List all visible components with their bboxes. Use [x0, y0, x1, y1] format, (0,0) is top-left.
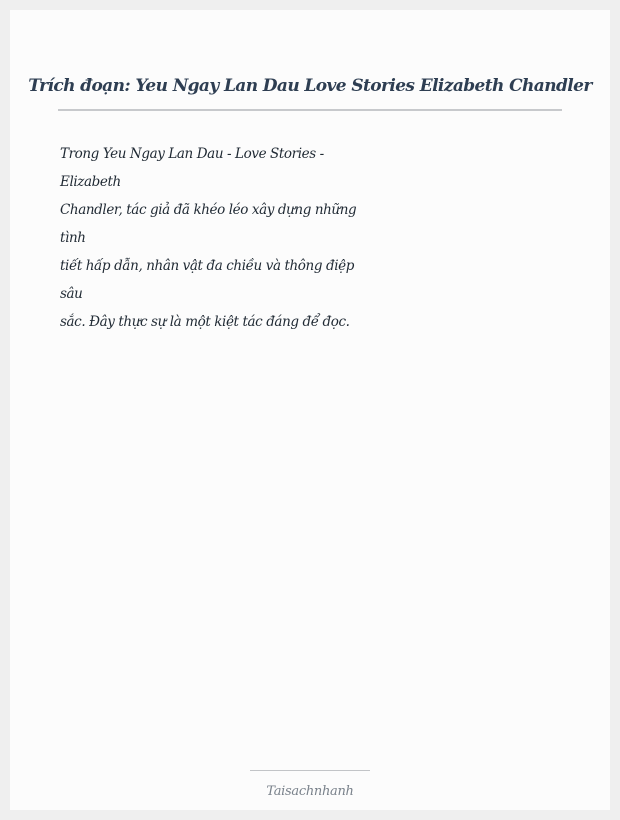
title-divider: [58, 109, 562, 111]
excerpt-line: sâu: [60, 286, 83, 302]
excerpt-paragraph: [60, 140, 360, 336]
document-title: Trích đoạn: Yeu Ngay Lan Dau Love Stories Elizabeth Chandler: [28, 76, 592, 96]
excerpt-line: tình: [60, 230, 86, 246]
excerpt-line: Chandler, tác giả đã khéo léo xây dựng những: [60, 202, 357, 218]
footer-divider: [250, 770, 370, 771]
document-page: [10, 10, 610, 810]
excerpt-line: Elizabeth: [60, 174, 121, 190]
excerpt-line: sắc. Đây thực sự là một kiệt tác đáng để đọc.: [60, 314, 350, 330]
excerpt-line: Trong Yeu Ngay Lan Dau - Love Stories -: [60, 146, 324, 162]
footer-site-name: Taisachnhanh: [266, 784, 354, 799]
excerpt-line: tiết hấp dẫn, nhân vật đa chiều và thông điệp: [60, 258, 354, 274]
